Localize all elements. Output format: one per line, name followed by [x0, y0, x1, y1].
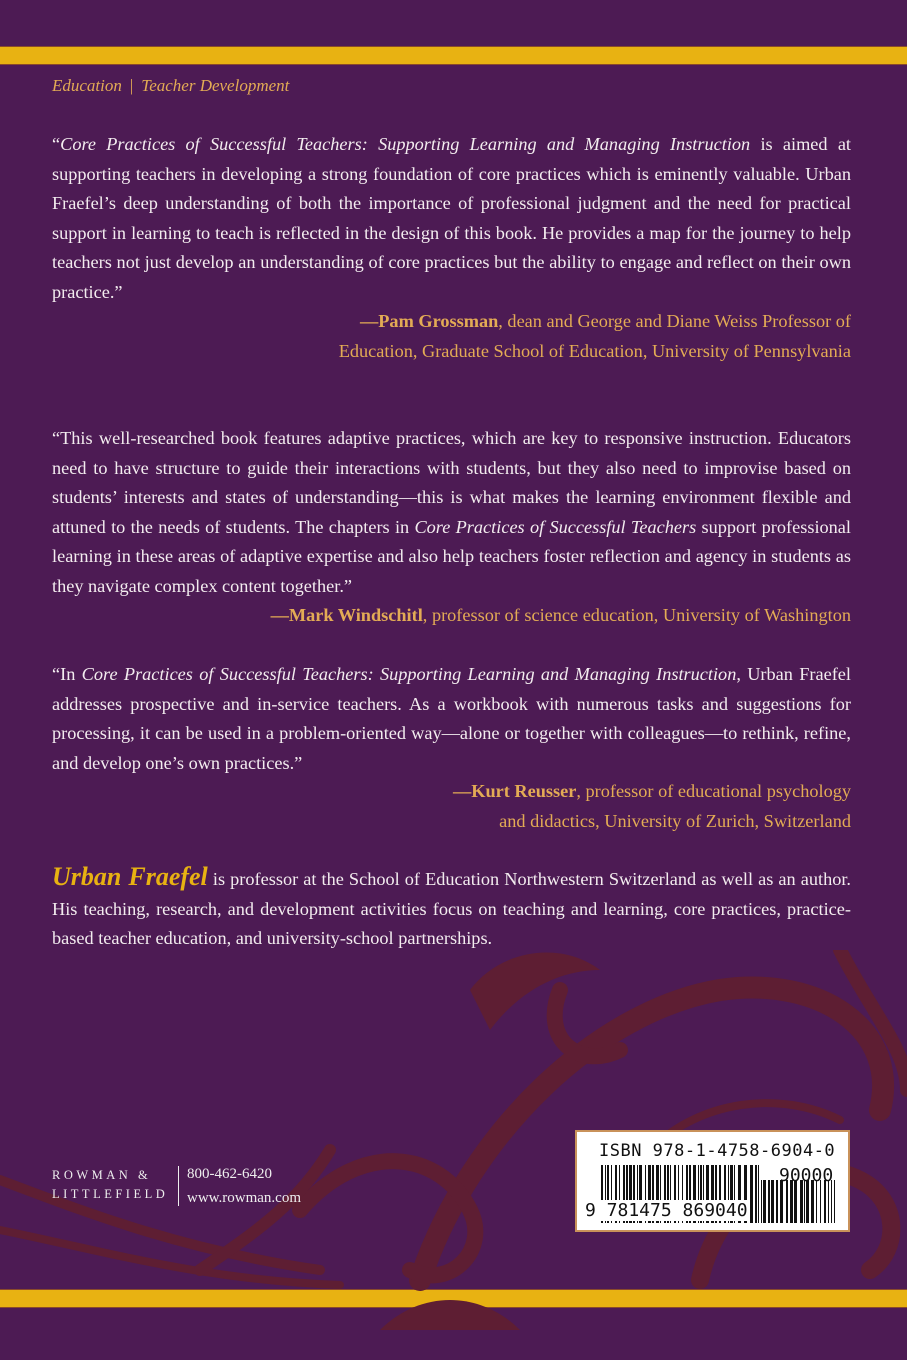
barcode-bar	[780, 1180, 783, 1223]
barcode-bar	[768, 1180, 770, 1223]
barcode-bar	[755, 1165, 757, 1223]
quote-text: support professional learning in these areas of adaptive expertise and also help teachers foster reflection and agency in students as they navigate complex content together.”	[52, 516, 851, 596]
book-title-italic: Core Practices of Successful Teachers: Supporting Learning and Managing Instruction	[60, 134, 751, 154]
endorser-title: , professor of science education, University of Washington	[422, 605, 851, 625]
barcode-bar	[800, 1180, 803, 1223]
barcode-bar	[776, 1180, 778, 1223]
endorser-name: —Kurt Reusser	[452, 781, 577, 801]
barcode-bar	[820, 1180, 821, 1223]
barcode-bar	[804, 1180, 805, 1223]
book-title-italic: Core Practices of Successful Teachers: Supporting Learning and Managing Instruction	[81, 664, 737, 684]
endorser-name: —Pam Grossman	[359, 311, 499, 331]
quote-text: is aimed at supporting teachers in developing a strong foundation of core practices which is eminently valuable. Urban Fraefel’s deep understanding of both the importance of professional judgment and the need for practical support in learning to teach is reflected in the design of this book. He provides a map for the journey to help teachers not just develop an understanding of core practices but the ability to engage and reflect on their own practice.”	[52, 134, 852, 302]
barcode-bar	[761, 1180, 762, 1223]
endorser-title: , professor of educational psychology	[576, 781, 851, 801]
ean-number: 9 781475 869040	[585, 1200, 748, 1221]
quote-text: “This well-researched book features adaptive practices, which are key to responsive instruction. Educators need to have structure to guide their interactions with students, but they also need to improvise based on students’ interests and states of understanding—this is what makes the learning environment flexible and attuned to the needs of students. The chapters in	[52, 428, 851, 537]
endorsement-quote-1	[52, 130, 851, 307]
barcode-bar	[763, 1180, 766, 1223]
endorsement-quote-2	[52, 424, 851, 601]
barcode-bar	[831, 1180, 832, 1223]
isbn-barcode	[575, 1130, 850, 1232]
barcode-bar	[771, 1180, 774, 1223]
barcode-bar	[786, 1180, 788, 1223]
barcode-bar	[794, 1180, 797, 1223]
category-secondary: Teacher Development	[141, 76, 290, 95]
category-label	[52, 76, 289, 96]
publisher-divider	[178, 1166, 179, 1206]
endorsement-attribution-3	[453, 777, 851, 836]
endorser-name: —Mark Windschitl	[270, 605, 423, 625]
category-primary: Education	[52, 76, 122, 95]
addon-barcode-bars	[761, 1180, 841, 1223]
category-separator: |	[129, 76, 134, 95]
bio-text: is professor at the School of Education Northwestern Switzerland as well as an author. His teaching, research, and development activities focus on teaching and learning, core practices, practice-based teacher education, and university-school partnerships.	[52, 869, 851, 948]
endorser-title: , dean and George and Diane Weiss Professor of	[498, 311, 851, 331]
endorser-affiliation: and didactics, University of Zurich, Switzerland	[499, 810, 851, 831]
quote-text: “In	[52, 664, 82, 684]
top-gold-stripe	[0, 46, 907, 65]
quote-text: , Urban Fraefel addresses prospective and in-service teachers. As a workbook with numerous tasks and suggestions for processing, it can be used in a problem-oriented way—alone or together with colleagues—to rethink, refine, and develop one’s own practices.”	[52, 664, 851, 773]
quote-text: “	[52, 134, 61, 154]
publisher-name-line2: LITTLEFIELD	[52, 1187, 169, 1201]
endorsement-attribution-2	[271, 601, 851, 631]
endorsement-quote-3	[52, 660, 851, 778]
price-addon-code: 90000	[779, 1165, 834, 1186]
barcode-bar	[758, 1165, 759, 1223]
publisher-contact	[187, 1162, 301, 1210]
author-name: Urban Fraefel	[52, 862, 208, 891]
author-bio	[52, 862, 851, 954]
publisher-phone: 800-462-6420	[187, 1166, 272, 1182]
barcode-bar	[816, 1180, 817, 1223]
book-title-italic: Core Practices of Successful Teachers	[414, 516, 697, 537]
publisher-logo	[52, 1166, 168, 1204]
barcode-bar	[828, 1180, 829, 1223]
barcode-bar	[811, 1180, 814, 1223]
barcode-bar	[750, 1165, 753, 1223]
endorsement-attribution-1	[339, 307, 851, 366]
isbn-number: ISBN 978-1-4758-6904-0	[599, 1141, 836, 1161]
publisher-website: www.rowman.com	[187, 1190, 302, 1206]
barcode-bar	[790, 1180, 793, 1223]
endorser-affiliation: Education, Graduate School of Education, University of Pennsylvania	[338, 340, 851, 361]
barcode-bar	[834, 1180, 835, 1223]
barcode-bar	[806, 1180, 809, 1223]
publisher-name-line1: ROWMAN &	[52, 1168, 152, 1182]
barcode-bar	[824, 1180, 826, 1223]
